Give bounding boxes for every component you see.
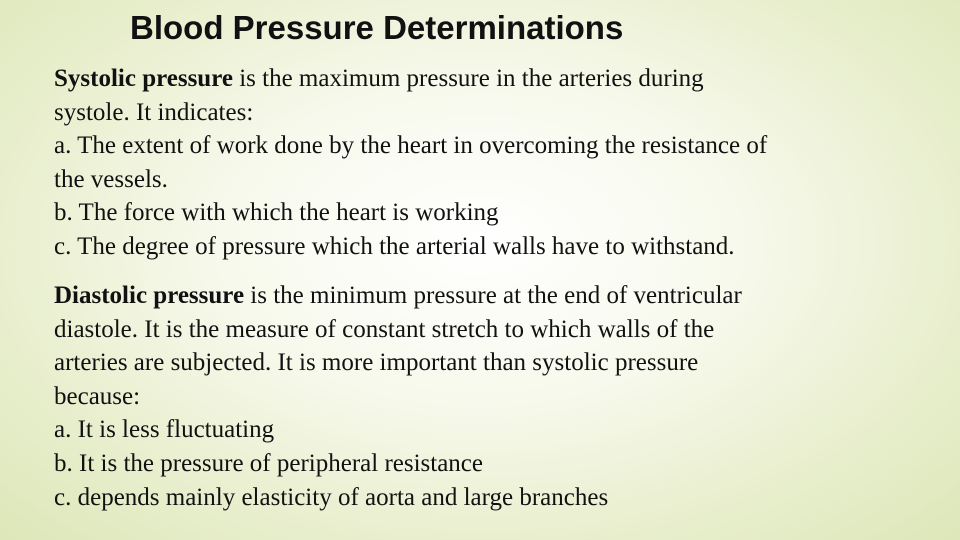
slide-title: Blood Pressure Determinations [130,9,624,46]
systolic-intro-rest: is the maximum pressure in the arteries during [232,65,704,92]
diastolic-intro-line-4: because: [54,382,141,410]
diastolic-item-b: b. It is the pressure of peripheral resistance [54,449,484,477]
systolic-item-a-line-1: a. The extent of work done by the heart in overcoming the resistance of [54,132,768,160]
systolic-paragraph [54,62,874,264]
diastolic-intro-line-3: arteries are subjected. It is more important than systolic pressure [54,349,699,377]
diastolic-item-c: c. depends mainly elasticity of aorta and large branches [54,483,609,511]
diastolic-intro-rest: is the minimum pressure at the end of ventricular [244,282,742,309]
systolic-intro-line-1 [54,62,874,96]
diastolic-intro-line-1 [54,279,874,313]
systolic-item-a-line-2: the vessels. [54,165,168,193]
diastolic-term: Diastolic pressure [54,282,245,309]
systolic-item-c: c. The degree of pressure which the arterial walls have to withstand. [54,232,735,260]
diastolic-item-a: a. It is less fluctuating [54,416,275,444]
diastolic-paragraph [54,279,874,514]
systolic-term: Systolic pressure [54,65,233,92]
systolic-intro-line-2: systole. It indicates: [54,98,254,126]
systolic-item-b: b. The force with which the heart is working [54,199,499,227]
diastolic-intro-line-2: diastole. It is the measure of constant stretch to which walls of the [54,315,715,343]
